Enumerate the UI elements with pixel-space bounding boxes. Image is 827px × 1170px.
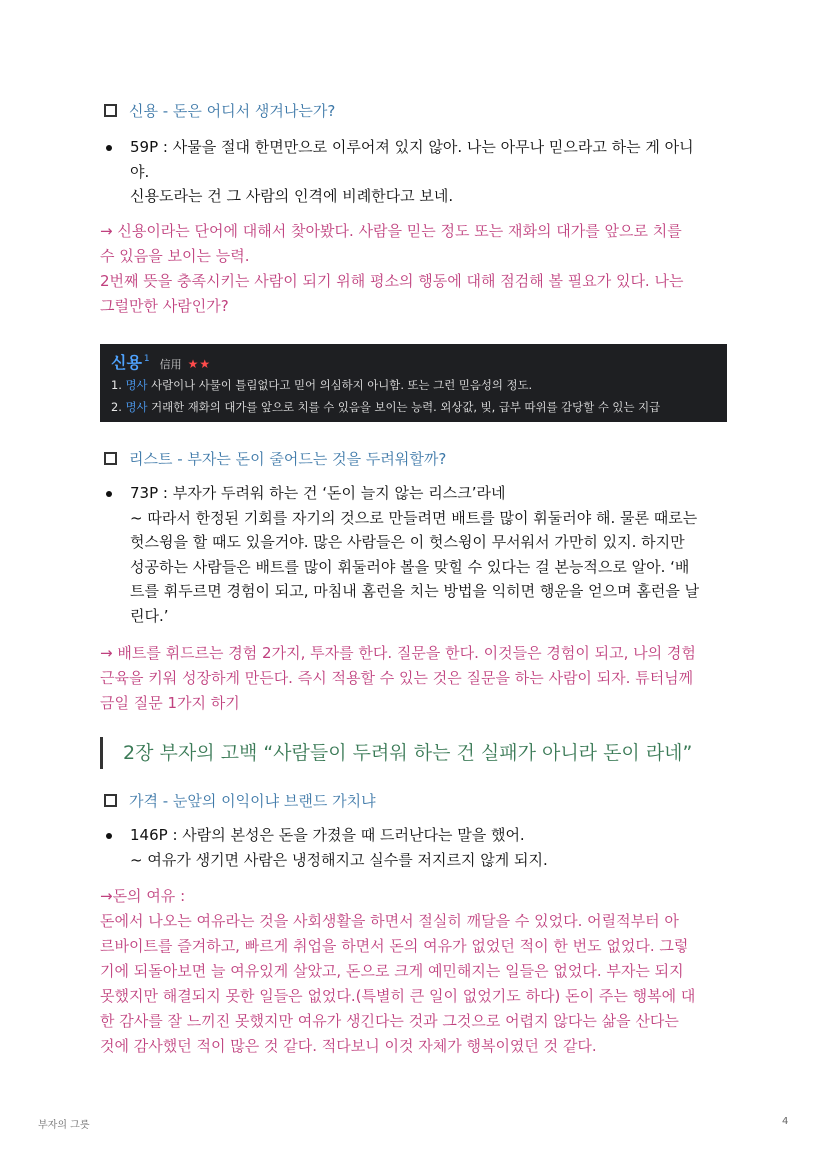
dictionary-word: 신용 <box>111 353 142 372</box>
checkbox[interactable] <box>104 104 117 117</box>
note-line: →돈의 여유 : <box>100 887 186 905</box>
checkbox[interactable] <box>104 452 117 465</box>
dictionary-image <box>100 344 727 422</box>
note-line: 것에 감사했던 적이 많은 것 같다. 적다보니 이것 자체가 행복이였던 것 같다. <box>100 1037 597 1055</box>
bullet-line: 린다.’ <box>130 606 169 625</box>
todo-text: 가격 - 눈앞의 이익이냐 브랜드 가치냐 <box>129 791 376 810</box>
bullet-line: 146P : 사람의 본성은 돈을 가졌을 때 드러난다는 말을 했어. <box>130 826 525 844</box>
note-line: 수 있음을 보이는 능력. <box>100 247 250 265</box>
bullet-dot <box>106 833 112 839</box>
note-line: 한 감사를 잘 느끼진 못했지만 여유가 생긴다는 것과 그것으로 어렵지 않다는 삶을 산다는 <box>100 1012 679 1030</box>
todo-item-credit[interactable] <box>104 99 335 121</box>
bullet-line: 야. <box>130 162 150 181</box>
bullet-dot <box>106 145 112 151</box>
footer-title: 부자의 그릇 <box>38 1120 90 1131</box>
bullet-line: 성공하는 사람들은 배트를 많이 휘둘러야 볼을 맞힐 수 있다는 걸 본능적으로 알아. ‘배 <box>130 557 690 576</box>
reflection-note <box>100 219 740 319</box>
bullet-line: ~ 따라서 한정된 기회를 자기의 것으로 만들려면 배트를 많이 휘둘러야 해. 물론 때로는 <box>130 508 698 527</box>
bullet-dot <box>106 491 112 497</box>
bullet-line: ~ 여유가 생기면 사람은 냉정해지고 실수를 저지르지 않게 되지. <box>130 850 548 869</box>
todo-item-risk[interactable] <box>104 447 446 469</box>
reflection-note <box>100 641 740 716</box>
dictionary-definition <box>111 374 717 396</box>
note-line: 2번째 뜻을 충족시키는 사람이 되기 위해 평소의 행동에 대해 점검해 볼 필요가 있다. 나는 <box>100 272 684 290</box>
definition-pos: 명사 <box>125 378 148 392</box>
note-line: → 신용이라는 단어에 대해서 찾아봤다. 사람을 믿는 정도 또는 재화의 대가를 앞으로 치를 <box>100 222 682 240</box>
dictionary-definition <box>111 396 717 418</box>
page-number: 4 <box>782 1116 789 1127</box>
bullet-line: 73P : 부자가 두려워 하는 건 ‘돈이 늘지 않는 리스크’라네 <box>130 484 506 502</box>
definition-number: 1. <box>111 378 122 392</box>
note-line: 그럴만한 사람인가? <box>100 297 229 315</box>
bullet-line: 신용도라는 건 그 사람의 인격에 비례한다고 보네. <box>130 187 454 206</box>
note-line: 기에 되돌아보면 늘 여유있게 살았고, 돈으로 크게 예민해지는 일들은 없었다. 부자는 되지 <box>100 962 684 980</box>
bullet-line: 트를 휘두르면 경험이 되고, 마침내 홈런을 치는 방법을 익히면 행운을 얻으며 홈런을 날 <box>130 582 700 601</box>
reflection-note <box>100 884 740 1059</box>
checkbox[interactable] <box>104 794 117 807</box>
bullet-item <box>106 823 736 872</box>
note-line: 돈에서 나오는 여유라는 것을 사회생활을 하면서 절실히 깨달을 수 있었다. 어릴적부터 아 <box>100 912 679 930</box>
bullet-line: 헛스윙을 할 때도 있을거야. 많은 사람들은 이 헛스윙이 무서워서 가만히 있지. 하지만 <box>130 533 685 552</box>
definition-text: 사람이나 사물이 틀림없다고 믿어 의심하지 아니함. 또는 그런 믿음성의 정도. <box>151 378 533 392</box>
todo-text: 신용 - 돈은 어디서 생겨나는가? <box>129 101 336 120</box>
dictionary-stars: ★★ <box>187 357 212 371</box>
note-line: 금일 질문 1가지 하기 <box>100 694 240 712</box>
bullet-item <box>106 481 736 629</box>
bullet-item <box>106 135 736 209</box>
note-line: 르바이트를 즐겨하고, 빠르게 취업을 하면서 돈의 여유가 없었던 적이 한 번도 없었다. 그렇 <box>100 937 689 955</box>
dictionary-superscript: 1 <box>143 354 150 364</box>
note-line: 못했지만 해결되지 못한 일들은 없었다.(특별히 큰 일이 없었기도 하다) 돈이 주는 행복에 대 <box>100 987 696 1005</box>
bullet-line: 59P : 사물을 절대 한면만으로 이루어져 있지 않아. 나는 아무나 믿으라고 하는 게 아니 <box>130 138 694 156</box>
todo-text: 리스트 - 부자는 돈이 줄어드는 것을 두려워할까? <box>129 449 447 468</box>
todo-item-price[interactable] <box>104 789 376 811</box>
definition-text: 거래한 재화의 대가를 앞으로 치를 수 있음을 보이는 능력. 외상값, 빚, 급부 따위를 감당할 수 있는 지급 <box>151 400 661 414</box>
note-line: → 배트를 휘드르는 경험 2가지, 투자를 한다. 질문을 한다. 이것들은 경험이 되고, 나의 경험 <box>100 644 696 662</box>
note-line: 근육을 키워 성장하게 만든다. 즉시 적용할 수 있는 것은 질문을 하는 사람이 되자. 튜터님께 <box>100 669 694 687</box>
definition-pos: 명사 <box>125 400 148 414</box>
definition-number: 2. <box>111 400 122 414</box>
chapter-heading: 2장 부자의 고백 “사람들이 두려워 하는 건 실패가 아니라 돈이 라네” <box>100 737 692 769</box>
dictionary-hanja: 信用 <box>159 358 182 371</box>
